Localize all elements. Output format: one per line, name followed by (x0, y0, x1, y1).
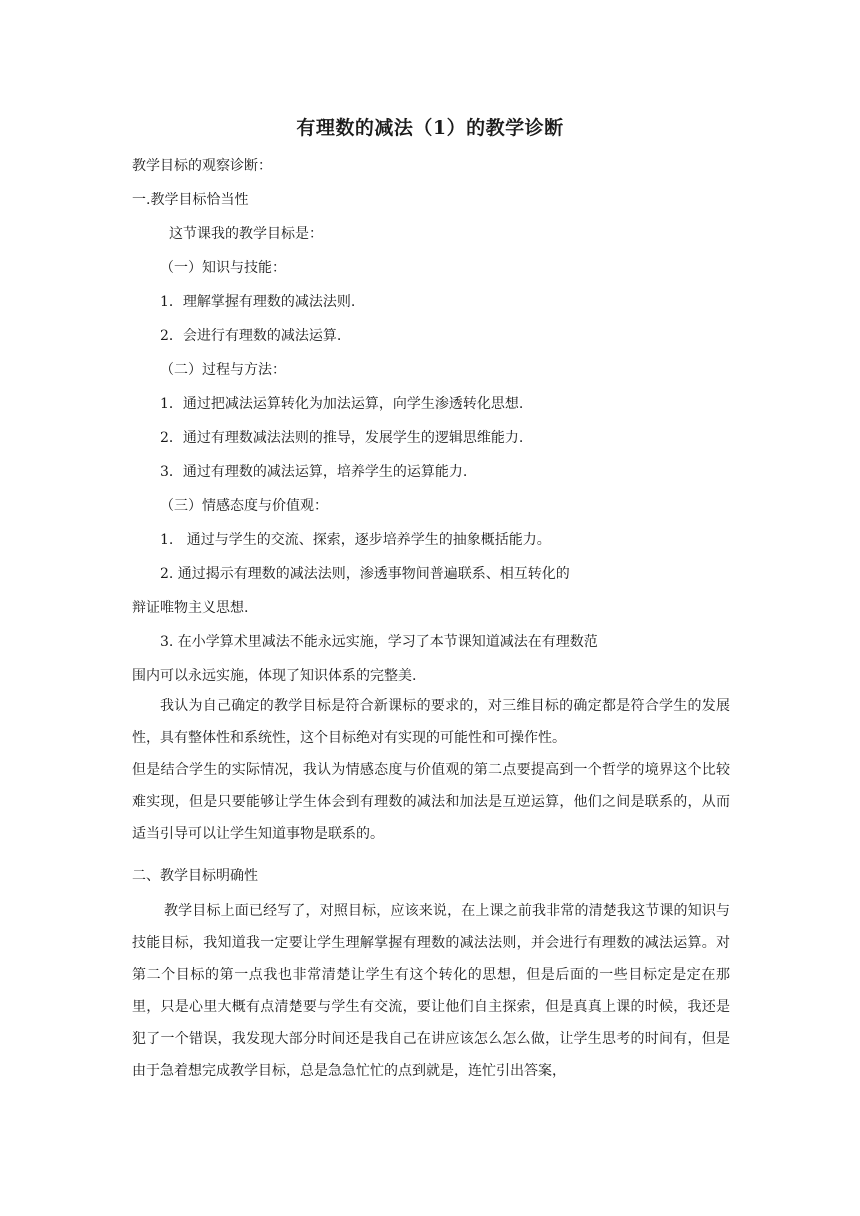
goal-group-2-heading: （二）过程与方法： (160, 362, 286, 378)
goal-item: 2．会进行有理数的减法运算. (160, 328, 342, 344)
goal-item: 1. 通过与学生的交流、探索，逐步培养学生的抽象概括能力。 (160, 532, 551, 548)
body-paragraph-1: 我认为自己确定的教学目标是符合新课标的要求的，对三维目标的确定都是符合学生的发展性，具有整体性和系统性，这个目标绝对有实现的可能性和可操作性。 (132, 698, 730, 746)
goal-item: 1．通过把减法运算转化为加法运算，向学生渗透转化思想. (160, 396, 524, 412)
goal-item: 1．理解掌握有理数的减法法则. (160, 294, 356, 310)
goal-item: 3. 在小学算术里减法不能永远实施，学习了本节课知道减法在有理数范 (160, 634, 598, 650)
goal-item: 2. 通过揭示有理数的减法法则，渗透事物间普遍联系、相互转化的 (160, 566, 570, 582)
section-2-heading: 二、教学目标明确性 (132, 868, 258, 884)
goal-item-continuation: 围内可以永远实施，体现了知识体系的完整美. (132, 668, 417, 684)
goal-group-1-heading: （一）知识与技能： (160, 260, 286, 276)
goal-item: 2．通过有理数减法法则的推导，发展学生的逻辑思维能力. (160, 430, 524, 446)
section-1-heading: 一.教学目标恰当性 (132, 192, 249, 208)
body-paragraph-3: 教学目标上面已经写了，对照目标，应该来说，在上课之前我非常的清楚我这节课的知识与技能目标，我知道我一定要让学生理解掌握有理数的减法法则，并会进行有理数的减法运算。对第二个目标的第一点我也非常清楚让学生有这个转化的思想，但是后面的一些目标定是定在那里，只是心里大概有点清楚要与学生有交流，要让他们自主探索，但是真真上课的时候，我还是犯了一个错误，我发现大部分时间还是我自己在讲应该怎么怎么做，让学生思考的时间有，但是由于急着想完成教学目标，总是急急忙忙的点到就是，连忙引出答案， (132, 903, 730, 1079)
section-intro-line: 教学目标的观察诊断： (132, 158, 272, 174)
goals-intro-line: 这节课我的教学目标是： (169, 226, 323, 242)
body-paragraph-2: 但是结合学生的实际情况，我认为情感态度与价值观的第二点要提高到一个哲学的境界这个比较难实现，但是只要能够让学生体会到有理数的减法和加法是互逆运算，他们之间是联系的，从而适当引导可以让学生知道事物是联系的。 (132, 762, 730, 842)
goal-item-continuation: 辩证唯物主义思想. (132, 600, 249, 616)
document-title: 有理数的减法（1）的教学诊断 (296, 117, 564, 139)
goal-item: 3．通过有理数的减法运算，培养学生的运算能力. (160, 464, 468, 480)
goal-group-3-heading: （三）情感态度与价值观： (160, 498, 328, 514)
